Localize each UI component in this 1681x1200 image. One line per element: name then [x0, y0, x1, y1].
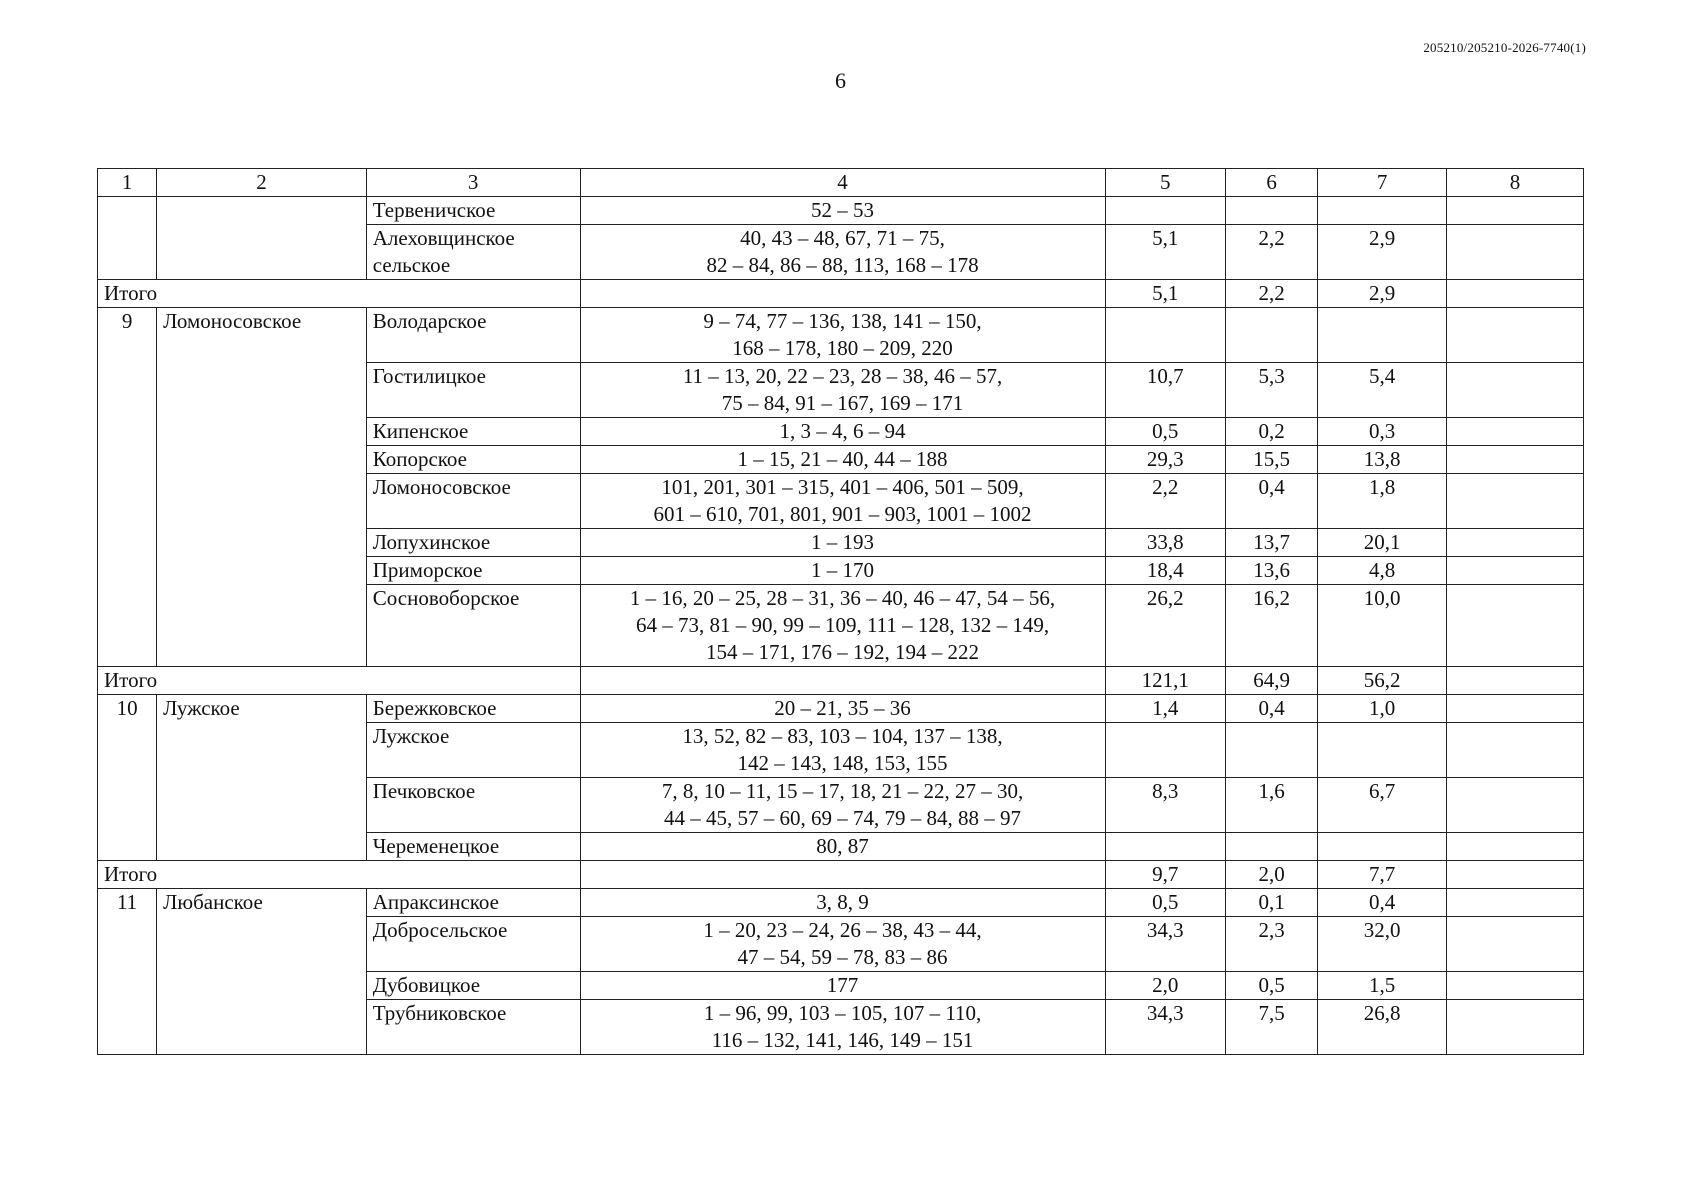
value-cell-c7 — [1318, 197, 1447, 225]
plots-cell — [580, 446, 1105, 474]
value-cell-c7: 26,8 — [1318, 1000, 1447, 1055]
plots-line: 1 – 96, 99, 103 – 105, 107 – 110, — [703, 1001, 982, 1025]
total-row — [98, 667, 1584, 695]
value-cell-c5: 5,1 — [1105, 225, 1225, 280]
total-value-c7: 2,9 — [1318, 280, 1447, 308]
settlement-name-line: Копорское — [372, 447, 467, 471]
value-cell-c5: 18,4 — [1105, 557, 1225, 585]
value-cell-c8 — [1446, 695, 1583, 723]
settlement-cell — [366, 474, 580, 529]
settlement-cell — [366, 778, 580, 833]
plots-cell — [580, 418, 1105, 446]
settlement-name-line: Володарское — [372, 309, 487, 333]
settlement-cell — [366, 529, 580, 557]
total-label: Итого — [98, 667, 581, 695]
settlement-name-line: Тервеничское — [372, 198, 496, 222]
plots-line: 168 – 178, 180 – 209, 220 — [732, 336, 953, 360]
value-cell-c8 — [1446, 1000, 1583, 1055]
plots-line: 82 – 84, 86 – 88, 113, 168 – 178 — [706, 253, 979, 277]
value-cell-c7: 6,7 — [1318, 778, 1447, 833]
table-row — [98, 197, 1584, 225]
value-cell-c8 — [1446, 723, 1583, 778]
total-empty-cell — [580, 861, 1105, 889]
value-cell-c7: 2,9 — [1318, 225, 1447, 280]
settlement-name-line: Дубовицкое — [372, 973, 481, 997]
value-cell-c7: 0,3 — [1318, 418, 1447, 446]
column-header: 6 — [1225, 169, 1317, 197]
value-cell-c5: 8,3 — [1105, 778, 1225, 833]
settlement-name-line: сельское — [372, 253, 451, 277]
data-table — [97, 168, 1584, 1055]
plots-cell — [580, 225, 1105, 280]
plots-line: 75 – 84, 91 – 167, 169 – 171 — [721, 391, 964, 415]
plots-cell — [580, 529, 1105, 557]
settlement-name-line: Алеховщинское — [372, 226, 515, 250]
value-cell-c7: 13,8 — [1318, 446, 1447, 474]
plots-cell — [580, 308, 1105, 363]
total-value-c7: 56,2 — [1318, 667, 1447, 695]
value-cell-c5: 2,0 — [1105, 972, 1225, 1000]
column-header: 8 — [1446, 169, 1583, 197]
value-cell-c5: 34,3 — [1105, 917, 1225, 972]
plots-cell — [580, 972, 1105, 1000]
value-cell-c5: 26,2 — [1105, 585, 1225, 667]
settlement-cell — [366, 917, 580, 972]
value-cell-c7 — [1318, 833, 1447, 861]
district-name-cell: Любанское — [157, 889, 367, 1055]
value-cell-c6: 13,6 — [1225, 557, 1317, 585]
value-cell-c8 — [1446, 972, 1583, 1000]
value-cell-c6 — [1225, 197, 1317, 225]
total-empty-cell — [580, 667, 1105, 695]
value-cell-c5 — [1105, 723, 1225, 778]
value-cell-c6: 0,2 — [1225, 418, 1317, 446]
settlement-name-line: Ломоносовское — [372, 475, 511, 499]
column-header: 7 — [1318, 169, 1447, 197]
value-cell-c5: 2,2 — [1105, 474, 1225, 529]
value-cell-c7: 5,4 — [1318, 363, 1447, 418]
value-cell-c5 — [1105, 833, 1225, 861]
settlement-cell — [366, 585, 580, 667]
total-value-c8 — [1446, 861, 1583, 889]
value-cell-c7: 32,0 — [1318, 917, 1447, 972]
table-row — [98, 695, 1584, 723]
value-cell-c5: 34,3 — [1105, 1000, 1225, 1055]
value-cell-c6: 1,6 — [1225, 778, 1317, 833]
total-value-c6: 2,0 — [1225, 861, 1317, 889]
plots-cell — [580, 778, 1105, 833]
value-cell-c7 — [1318, 723, 1447, 778]
plots-line: 1 – 20, 23 – 24, 26 – 38, 43 – 44, — [703, 918, 982, 942]
total-row — [98, 280, 1584, 308]
plots-cell — [580, 695, 1105, 723]
plots-line: 142 – 143, 148, 153, 155 — [737, 751, 948, 775]
value-cell-c6: 0,1 — [1225, 889, 1317, 917]
settlement-cell — [366, 833, 580, 861]
plots-line: 40, 43 – 48, 67, 71 – 75, — [740, 226, 945, 250]
settlement-name-line: Бережковское — [372, 696, 497, 720]
district-name-cell: Лужское — [157, 695, 367, 861]
plots-cell — [580, 833, 1105, 861]
settlement-cell — [366, 308, 580, 363]
settlement-cell — [366, 972, 580, 1000]
value-cell-c8 — [1446, 446, 1583, 474]
plots-cell — [580, 889, 1105, 917]
district-number-cell — [98, 197, 157, 280]
value-cell-c6: 2,3 — [1225, 917, 1317, 972]
plots-line: 52 – 53 — [811, 198, 875, 222]
settlement-cell — [366, 225, 580, 280]
settlement-name-line: Печковское — [372, 779, 476, 803]
total-label: Итого — [98, 861, 581, 889]
plots-line: 1 – 16, 20 – 25, 28 – 31, 36 – 40, 46 – 47, 54 – 56, — [629, 586, 1056, 610]
plots-cell — [580, 917, 1105, 972]
value-cell-c5: 1,4 — [1105, 695, 1225, 723]
total-value-c6: 64,9 — [1225, 667, 1317, 695]
district-name-cell — [157, 197, 367, 280]
plots-cell — [580, 197, 1105, 225]
value-cell-c7: 20,1 — [1318, 529, 1447, 557]
settlement-cell — [366, 695, 580, 723]
plots-line: 1 – 193 — [811, 530, 875, 554]
value-cell-c6 — [1225, 308, 1317, 363]
total-value-c8 — [1446, 667, 1583, 695]
value-cell-c8 — [1446, 308, 1583, 363]
value-cell-c7: 1,0 — [1318, 695, 1447, 723]
settlement-name-line: Череменецкое — [372, 834, 500, 858]
value-cell-c6: 0,4 — [1225, 695, 1317, 723]
settlement-name-line: Трубниковское — [372, 1001, 507, 1025]
value-cell-c8 — [1446, 778, 1583, 833]
settlement-name-line: Лопухинское — [372, 530, 491, 554]
value-cell-c8 — [1446, 529, 1583, 557]
plots-cell — [580, 1000, 1105, 1055]
settlement-name-line: Приморское — [372, 558, 483, 582]
total-value-c6: 2,2 — [1225, 280, 1317, 308]
plots-line: 13, 52, 82 – 83, 103 – 104, 137 – 138, — [682, 724, 1003, 748]
value-cell-c5: 33,8 — [1105, 529, 1225, 557]
value-cell-c8 — [1446, 917, 1583, 972]
table-body — [98, 169, 1584, 1055]
total-value-c5: 121,1 — [1105, 667, 1225, 695]
page-number: 6 — [835, 68, 846, 93]
plots-line: 9 – 74, 77 – 136, 138, 141 – 150, — [703, 309, 982, 333]
value-cell-c6: 7,5 — [1225, 1000, 1317, 1055]
settlement-name-line: Гостилицкое — [372, 364, 486, 388]
column-header: 3 — [366, 169, 580, 197]
value-cell-c5: 0,5 — [1105, 889, 1225, 917]
value-cell-c8 — [1446, 363, 1583, 418]
settlement-cell — [366, 889, 580, 917]
total-empty-cell — [580, 280, 1105, 308]
value-cell-c8 — [1446, 474, 1583, 529]
district-number-cell: 10 — [98, 695, 157, 861]
value-cell-c6: 16,2 — [1225, 585, 1317, 667]
total-row — [98, 861, 1584, 889]
plots-line: 1 – 170 — [811, 558, 875, 582]
value-cell-c8 — [1446, 418, 1583, 446]
column-header-row — [98, 169, 1584, 197]
value-cell-c8 — [1446, 889, 1583, 917]
table-row — [98, 889, 1584, 917]
plots-line: 3, 8, 9 — [816, 890, 869, 914]
settlement-cell — [366, 197, 580, 225]
settlement-cell — [366, 446, 580, 474]
settlement-cell — [366, 363, 580, 418]
value-cell-c8 — [1446, 557, 1583, 585]
plots-line: 47 – 54, 59 – 78, 83 – 86 — [737, 945, 948, 969]
value-cell-c8 — [1446, 833, 1583, 861]
total-value-c5: 5,1 — [1105, 280, 1225, 308]
value-cell-c6: 2,2 — [1225, 225, 1317, 280]
plots-line: 20 – 21, 35 – 36 — [774, 696, 911, 720]
value-cell-c5: 29,3 — [1105, 446, 1225, 474]
total-value-c8 — [1446, 280, 1583, 308]
value-cell-c6 — [1225, 833, 1317, 861]
table-row — [98, 308, 1584, 363]
plots-line: 44 – 45, 57 – 60, 69 – 74, 79 – 84, 88 – 97 — [664, 806, 1022, 830]
plots-line: 116 – 132, 141, 146, 149 – 151 — [711, 1028, 974, 1052]
settlement-name-line: Сосновоборское — [372, 586, 520, 610]
value-cell-c7 — [1318, 308, 1447, 363]
value-cell-c5: 0,5 — [1105, 418, 1225, 446]
plots-cell — [580, 474, 1105, 529]
plots-line: 1, 3 – 4, 6 – 94 — [779, 419, 906, 443]
column-header: 5 — [1105, 169, 1225, 197]
plots-cell — [580, 585, 1105, 667]
plots-line: 177 — [826, 973, 859, 997]
value-cell-c8 — [1446, 225, 1583, 280]
settlement-cell — [366, 418, 580, 446]
value-cell-c5 — [1105, 308, 1225, 363]
value-cell-c6: 5,3 — [1225, 363, 1317, 418]
settlement-cell — [366, 557, 580, 585]
value-cell-c8 — [1446, 585, 1583, 667]
settlement-name-line: Кипенское — [372, 419, 469, 443]
settlement-cell — [366, 723, 580, 778]
plots-line: 101, 201, 301 – 315, 401 – 406, 501 – 509, — [661, 475, 1024, 499]
value-cell-c6: 13,7 — [1225, 529, 1317, 557]
column-header: 2 — [157, 169, 367, 197]
value-cell-c6 — [1225, 723, 1317, 778]
district-name-cell: Ломоносовское — [157, 308, 367, 667]
plots-line: 154 – 171, 176 – 192, 194 – 222 — [706, 640, 980, 664]
settlement-name-line: Добросельское — [372, 918, 508, 942]
value-cell-c7: 0,4 — [1318, 889, 1447, 917]
district-number-cell: 9 — [98, 308, 157, 667]
settlement-cell — [366, 1000, 580, 1055]
plots-line: 11 – 13, 20, 22 – 23, 28 – 38, 46 – 57, — [682, 364, 1003, 388]
value-cell-c7: 1,8 — [1318, 474, 1447, 529]
total-label: Итого — [98, 280, 581, 308]
district-number-cell: 11 — [98, 889, 157, 1055]
settlement-name-line: Апраксинское — [372, 890, 499, 914]
plots-line: 1 – 15, 21 – 40, 44 – 188 — [737, 447, 948, 471]
plots-line: 7, 8, 10 – 11, 15 – 17, 18, 21 – 22, 27 – 30, — [661, 779, 1024, 803]
value-cell-c6: 0,4 — [1225, 474, 1317, 529]
value-cell-c6: 0,5 — [1225, 972, 1317, 1000]
value-cell-c7: 1,5 — [1318, 972, 1447, 1000]
plots-line: 80, 87 — [816, 834, 869, 858]
value-cell-c5: 10,7 — [1105, 363, 1225, 418]
total-value-c5: 9,7 — [1105, 861, 1225, 889]
value-cell-c6: 15,5 — [1225, 446, 1317, 474]
total-value-c7: 7,7 — [1318, 861, 1447, 889]
plots-cell — [580, 723, 1105, 778]
settlement-name-line: Лужское — [372, 724, 450, 748]
document-id: 205210/205210-2026-7740(1) — [1423, 40, 1586, 55]
plots-cell — [580, 363, 1105, 418]
value-cell-c5 — [1105, 197, 1225, 225]
value-cell-c7: 4,8 — [1318, 557, 1447, 585]
value-cell-c7: 10,0 — [1318, 585, 1447, 667]
plots-line: 64 – 73, 81 – 90, 99 – 109, 111 – 128, 132 – 149, — [635, 613, 1050, 637]
value-cell-c8 — [1446, 197, 1583, 225]
plots-cell — [580, 557, 1105, 585]
plots-line: 601 – 610, 701, 801, 901 – 903, 1001 – 1002 — [653, 502, 1032, 526]
column-header: 1 — [98, 169, 157, 197]
column-header: 4 — [580, 169, 1105, 197]
